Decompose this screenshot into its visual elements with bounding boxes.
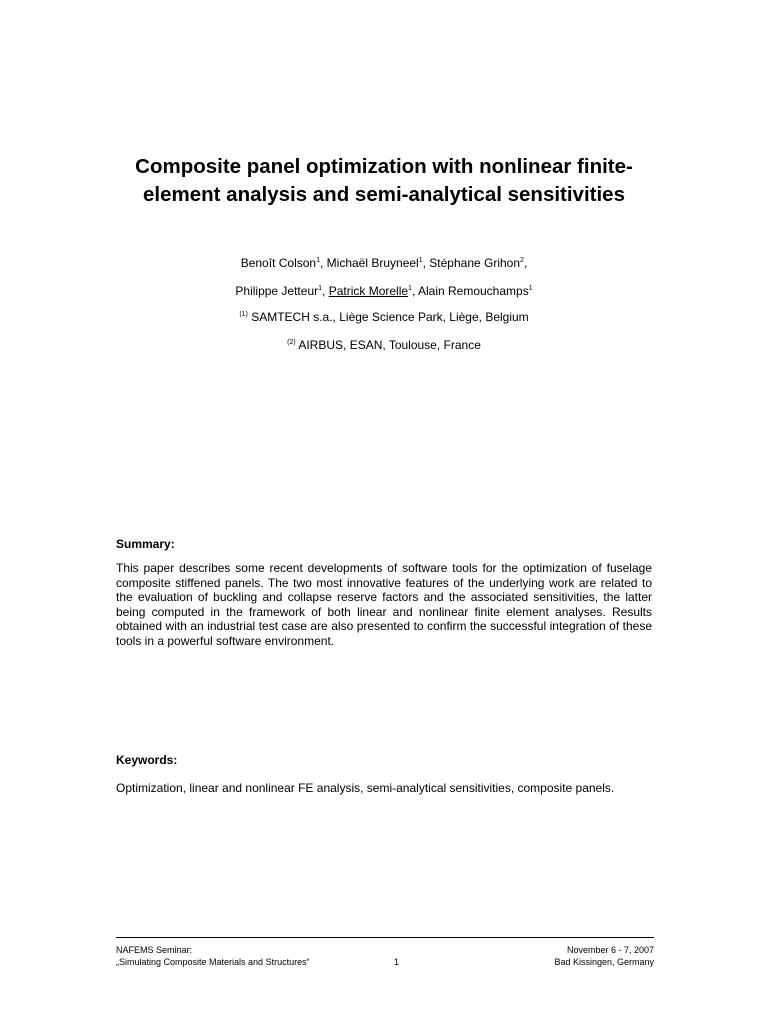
- affiliation-text: SAMTECH s.a., Liège Science Park, Liège, Belgium: [247, 310, 529, 324]
- affiliation-2: [60, 337, 708, 353]
- author-name: Michaël Bruyneel: [326, 256, 419, 270]
- author-separator: ,: [322, 284, 329, 298]
- author-affiliation-mark: 1: [316, 257, 320, 264]
- footer-date: November 6 - 7, 2007: [566, 945, 654, 955]
- author-name: Stéphane Grihon: [429, 256, 521, 270]
- author-list-line-1: [60, 255, 708, 271]
- affiliation-mark: (2): [287, 339, 296, 346]
- author-separator: ,: [523, 256, 528, 270]
- footer-location: Bad Kissingen, Germany: [554, 957, 654, 967]
- paper-title-line-1: Composite panel optimization with nonlinear finite-: [135, 155, 633, 178]
- author-affiliation-mark: 1: [418, 257, 423, 264]
- author-affiliation-mark: 2: [520, 257, 524, 264]
- author-name: Alain Remouchamps: [417, 284, 529, 298]
- page-number: 1: [394, 957, 400, 967]
- affiliation-mark: (1): [239, 311, 248, 318]
- author-affiliation-mark: 1: [408, 285, 412, 292]
- author-affiliation-mark: 1: [318, 285, 323, 292]
- summary-heading: Summary:: [116, 537, 175, 551]
- author-separator: ,: [320, 256, 327, 270]
- footer-seminar-title: „Simulating Composite Materials and Structures“: [116, 957, 310, 967]
- author-name: Philippe Jetteur: [235, 284, 319, 298]
- paper-title-line-2: element analysis and semi-analytical sensitivities: [143, 183, 625, 206]
- author-name: Benoît Colson: [240, 256, 317, 270]
- author-separator: ,: [422, 256, 430, 270]
- summary-paragraph: This paper describes some recent developments of software tools for the optimization of fuselage composite stiffened panels. The two most innovative features of the underlying work are related to the evaluation of buckling and collapse reserve factors and the associated sensitivities, the latter being computed in the framework of both linear and nonlinear finite element analyses. Results obtained with an industrial test case are also presented to confirm the successful integration of these tools in a powerful software environment.: [116, 561, 652, 648]
- affiliation-text: AIRBUS, ESAN, Toulouse, France: [295, 338, 481, 352]
- keywords-heading: Keywords:: [116, 753, 178, 767]
- author-name-underlined: Patrick Morelle: [328, 284, 409, 298]
- author-affiliation-mark: 1: [528, 285, 533, 292]
- author-separator: ,: [411, 284, 418, 298]
- footer-seminar-label: NAFEMS Seminar:: [116, 945, 193, 955]
- author-list-line-2: [60, 283, 708, 299]
- keywords-paragraph: Optimization, linear and nonlinear FE analysis, semi-analytical sensitivities, composite panels.: [116, 781, 615, 795]
- affiliation-1: [60, 309, 708, 325]
- footer-divider: [116, 937, 654, 938]
